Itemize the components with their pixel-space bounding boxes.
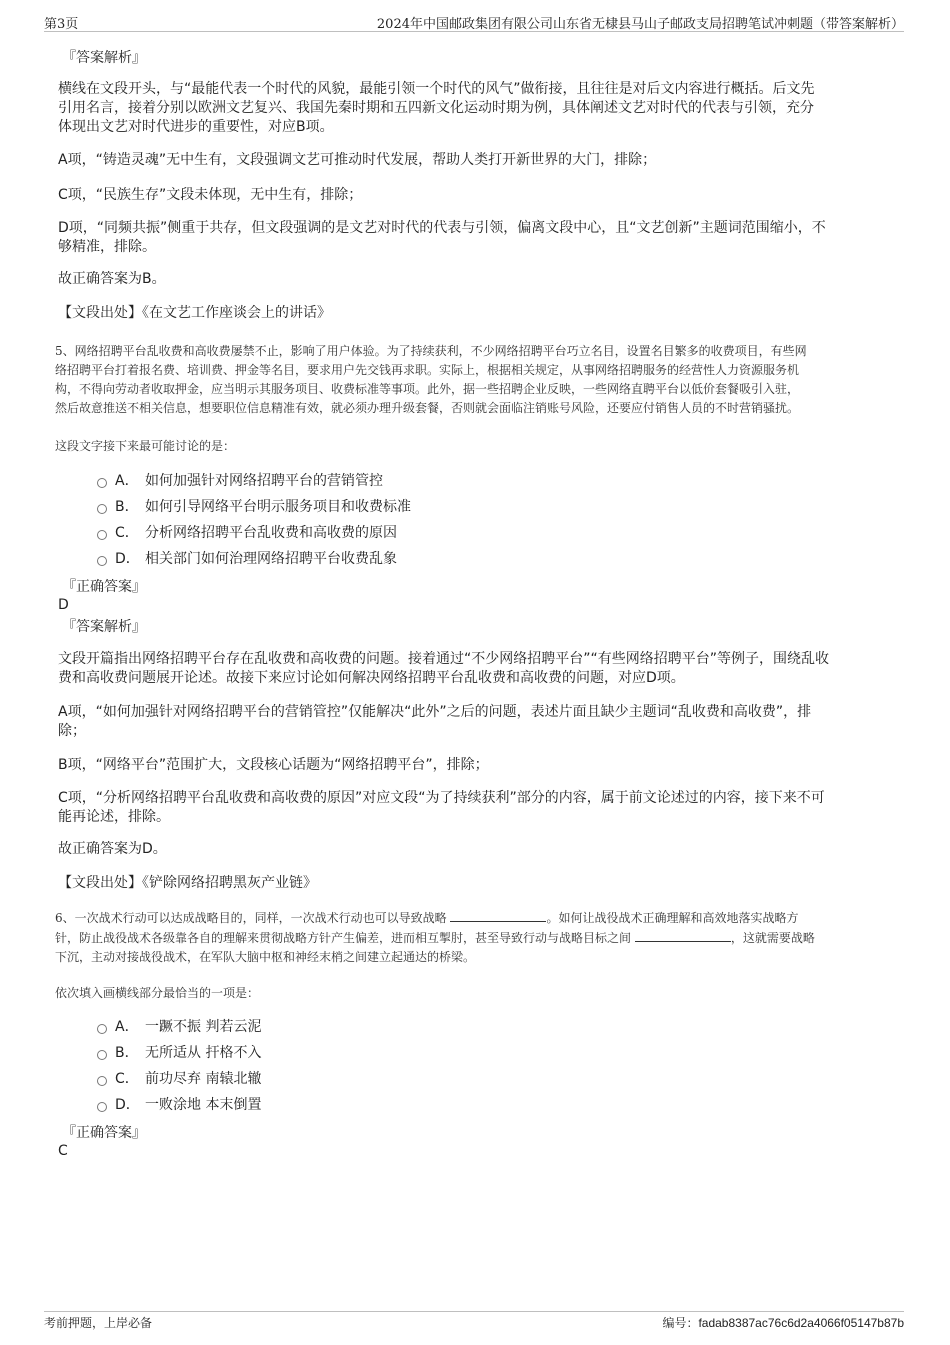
- footer-slogan: 考前押题，上岸必备: [44, 1316, 153, 1330]
- source-citation: 【文段出处】《在文艺工作座谈会上的讲话》: [58, 305, 331, 321]
- question-5-option-d[interactable]: D． 相关部门如何治理网络招聘平台收费乱象: [97, 549, 397, 569]
- analysis-label: 『答案解析』: [62, 619, 146, 635]
- radio-icon[interactable]: [97, 1024, 107, 1034]
- source-citation: 【文段出处】《铲除网络招聘黑灰产业链》: [58, 875, 317, 891]
- analysis-option-c: C项，“分析网络招聘平台乱收费和高收费的原因”对应文段“为了持续获利”部分的内容，属于前文论述过的内容，接下来不可 能再论述，排除。: [58, 790, 825, 825]
- radio-icon[interactable]: [97, 1076, 107, 1086]
- analysis-option-c: C项，“民族生存”文段未体现，无中生有，排除；: [58, 187, 363, 203]
- question-5-stem: 5、网络招聘平台乱收费和高收费屡禁不止，影响了用户体验。为了持续获利，不少网络招聘平台巧立名目，设置名目繁多的收费项目，有些网 络招聘平台打着报名费、培训费、押金等名目，要求用户先交钱再求职。实际上，根据相关规定，从事网络招聘服务的经营性人力资源服务机 构，不得向劳动者收取押金，应当明示其服务项目、收费标准等事项。此外，据一些招聘企业反映，一些网络直聘平台以低价套餐吸引入驻， 然后故意推送不相关信息，想要职位信息精准有效，就必须办理升级套餐，否则就会面临注销账号风险，还要应付销售人员的不时营销骚扰。: [55, 344, 807, 415]
- analysis-conclusion: 故正确答案为D。: [58, 841, 167, 857]
- radio-icon[interactable]: [97, 530, 107, 540]
- analysis-option-b: B项，“网络平台”范围扩大，文段核心话题为“网络招聘平台”，排除；: [58, 757, 489, 773]
- question-6-option-c[interactable]: C． 前功尽弃 南辕北辙: [97, 1069, 261, 1089]
- question-6-option-b[interactable]: B． 无所适从 扞格不入: [97, 1043, 261, 1063]
- analysis-option-a: A项，“如何加强针对网络招聘平台的营销管控”仅能解决“此外”之后的问题，表述片面且缺少主题词“乱收费和高收费”，排 除；: [58, 704, 812, 739]
- fill-blank-1[interactable]: [450, 908, 546, 922]
- page-number: 第3页: [44, 17, 79, 32]
- correct-answer-value: D: [58, 597, 69, 613]
- question-6-option-a[interactable]: A． 一蹶不振 判若云泥: [97, 1017, 261, 1037]
- analysis-paragraph: 横线在文段开头，与“最能代表一个时代的风貌，最能引领一个时代的风气”做衔接，且往往是对后文内容进行概括。后文先 引用名言，接着分别以欧洲文艺复兴、我国先秦时期和五四新文化运动时期为例，具体阐述文艺对时代的代表与引领，充分 体现出文艺对时代进步的重要性，对应B项。: [58, 81, 815, 135]
- document-title: 2024年中国邮政集团有限公司山东省无棣县马山子邮政支局招聘笔试冲刺题（带答案解析）: [376, 17, 904, 32]
- correct-answer-label: 『正确答案』: [62, 579, 146, 595]
- analysis-option-d: D项，“同频共振”侧重于共存，但文段强调的是文艺对时代的代表与引领，偏离文段中心，且“文艺创新”主题词范围缩小，不 够精准，排除。: [58, 220, 826, 255]
- header-divider: [44, 31, 904, 32]
- document-code: 编号：fadab8387ac76c6d2a4066f05147b87b: [662, 1316, 904, 1330]
- fill-blank-2[interactable]: [635, 928, 731, 942]
- radio-icon[interactable]: [97, 556, 107, 566]
- question-5-option-a[interactable]: A． 如何加强针对网络招聘平台的营销管控: [97, 471, 383, 491]
- analysis-label: 『答案解析』: [62, 50, 146, 66]
- correct-answer-value: C: [58, 1143, 68, 1159]
- radio-icon[interactable]: [97, 478, 107, 488]
- question-6-option-d[interactable]: D． 一败涂地 本末倒置: [97, 1095, 261, 1115]
- footer-divider: [44, 1311, 904, 1312]
- analysis-option-a: A项，“铸造灵魂”无中生有，文段强调文艺可推动时代发展，帮助人类打开新世界的大门，排除；: [58, 152, 657, 168]
- analysis-paragraph: 文段开篇指出网络招聘平台存在乱收费和高收费的问题。接着通过“不少网络招聘平台”“有些网络招聘平台”等例子，围绕乱收 费和高收费问题展开论述。故接下来应讨论如何解决网络招聘平台乱收费和高收费的问题，对应D项。: [58, 651, 830, 686]
- correct-answer-label: 『正确答案』: [62, 1125, 146, 1141]
- question-5-option-c[interactable]: C． 分析网络招聘平台乱收费和高收费的原因: [97, 523, 397, 543]
- radio-icon[interactable]: [97, 1102, 107, 1112]
- radio-icon[interactable]: [97, 504, 107, 514]
- question-6-stem: 6、一次战术行动可以达成战略目的，同样，一次战术行动也可以导致战略 。如何让战役战术正确理解和高效地落实战略方 针，防止战役战术各级靠各自的理解来贯彻战略方针产生偏差，进而相互掣肘，甚至导致行动与战略目标之间 ，这就需要战略 下沉，主动对接战役战术，在军队大脑中枢和神经末梢之间建立起通达的桥梁。: [55, 908, 895, 967]
- question-5-option-b[interactable]: B． 如何引导网络平台明示服务项目和收费标准: [97, 497, 411, 517]
- question-6-prompt: 依次填入画横线部分最恰当的一项是：: [55, 986, 260, 1000]
- radio-icon[interactable]: [97, 1050, 107, 1060]
- question-5-prompt: 这段文字接下来最可能讨论的是：: [55, 439, 236, 453]
- analysis-conclusion: 故正确答案为B。: [58, 271, 166, 287]
